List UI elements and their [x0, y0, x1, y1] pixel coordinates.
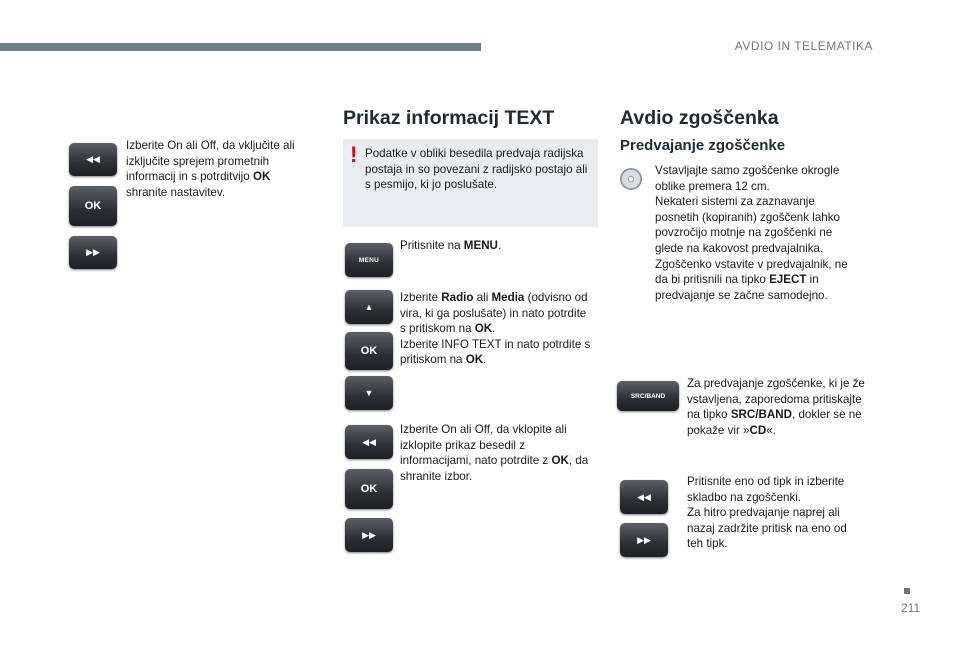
audio-cd-title: Avdio zgoščenka — [620, 107, 779, 129]
ok-button-2[interactable] — [345, 332, 393, 370]
section-label: AVDIO IN TELEMATIKA — [734, 39, 873, 53]
track-select-instruction: Pritisnite eno od tipk in izberite skladbo na zgoščenki. Za hitro predvajanje naprej ali nazaj zadržite pritisk na eno od teh tipk. — [687, 475, 847, 551]
src-band-label: SRC/BAND — [630, 392, 666, 400]
traffic-info-instruction: Izberite On ali Off, da vključite ali izključite sprejem prometnih informacij in s potrditvijo OK shranite nastavitev. — [126, 139, 295, 199]
fast-forward-icon: ▶▶ — [362, 529, 376, 540]
rewind-icon: ◀◀ — [362, 436, 376, 447]
rewind-icon: ◀◀ — [637, 491, 651, 502]
menu-button[interactable] — [345, 243, 393, 277]
next-button-2[interactable] — [345, 518, 393, 552]
ok-label: OK — [84, 200, 102, 212]
src-band-button[interactable] — [617, 381, 679, 411]
ok-label: OK — [360, 345, 378, 357]
ok-button-3[interactable] — [345, 469, 393, 509]
menu-label: MENU — [358, 256, 380, 264]
prev-button[interactable] — [69, 143, 117, 176]
text-display-instruction: Izberite On ali Off, da vklopite ali izklopite prikaz besedil z informacijami, nato potrdite z OK, da shranite izbor. — [400, 423, 589, 483]
ok-button[interactable] — [69, 186, 117, 226]
fast-forward-icon: ▶▶ — [637, 534, 651, 545]
rewind-icon: ◀◀ — [86, 154, 100, 164]
next-button[interactable] — [69, 236, 117, 269]
select-source-instruction: Izberite Radio ali Media (odvisno od vira, ki ga poslušate) in nato potrdite s pritiskom na OK. Izberite INFO TEXT in nato potrdite s pritiskom na OK. — [400, 291, 591, 367]
cd-icon — [620, 168, 642, 190]
down-arrow-icon: ▼ — [364, 388, 374, 398]
text-info-title: Prikaz informacij TEXT — [343, 107, 555, 129]
cd-insert-instruction: Vstavljajte samo zgoščenke okrogle oblike premera 12 cm. Nekateri sistemi za zaznavanje posnetih (kopiranih) zgoščenk lahko povzročijo motnje na zgoščenki ne glede na kakovost predvajalnika. Zgoščenko vstavite v predvajalnik, ne da bi pritisnili na tipko EJECT in predvajanje se začne samodejno. — [655, 164, 848, 302]
prev-track-button[interactable] — [620, 480, 668, 514]
header-bar — [0, 43, 481, 51]
page-marker — [904, 588, 910, 594]
warning-icon: ! — [350, 142, 358, 167]
page-number: 211 — [901, 601, 921, 615]
fast-forward-icon: ▶▶ — [86, 247, 100, 257]
up-button[interactable] — [345, 290, 393, 324]
next-track-button[interactable] — [620, 523, 668, 557]
up-arrow-icon: ▲ — [364, 302, 374, 312]
down-button[interactable] — [345, 376, 393, 410]
cd-playback-subtitle: Predvajanje zgoščenke — [620, 137, 786, 154]
prev-button-2[interactable] — [345, 425, 393, 459]
menu-instruction: Pritisnite na MENU. — [400, 239, 502, 252]
src-band-instruction: Za predvajanje zgoščenke, ki je že vstavljena, zaporedoma pritiskajte na tipko SRC/BAND, dokler se ne pokaže vir »CD«. — [687, 377, 865, 437]
ok-label: OK — [360, 483, 378, 495]
note-text: Podatke v obliki besedila predvaja radijska postaja in so povezani z radijsko postajo ali s pesmijo, ki jo poslušate. — [365, 147, 588, 192]
